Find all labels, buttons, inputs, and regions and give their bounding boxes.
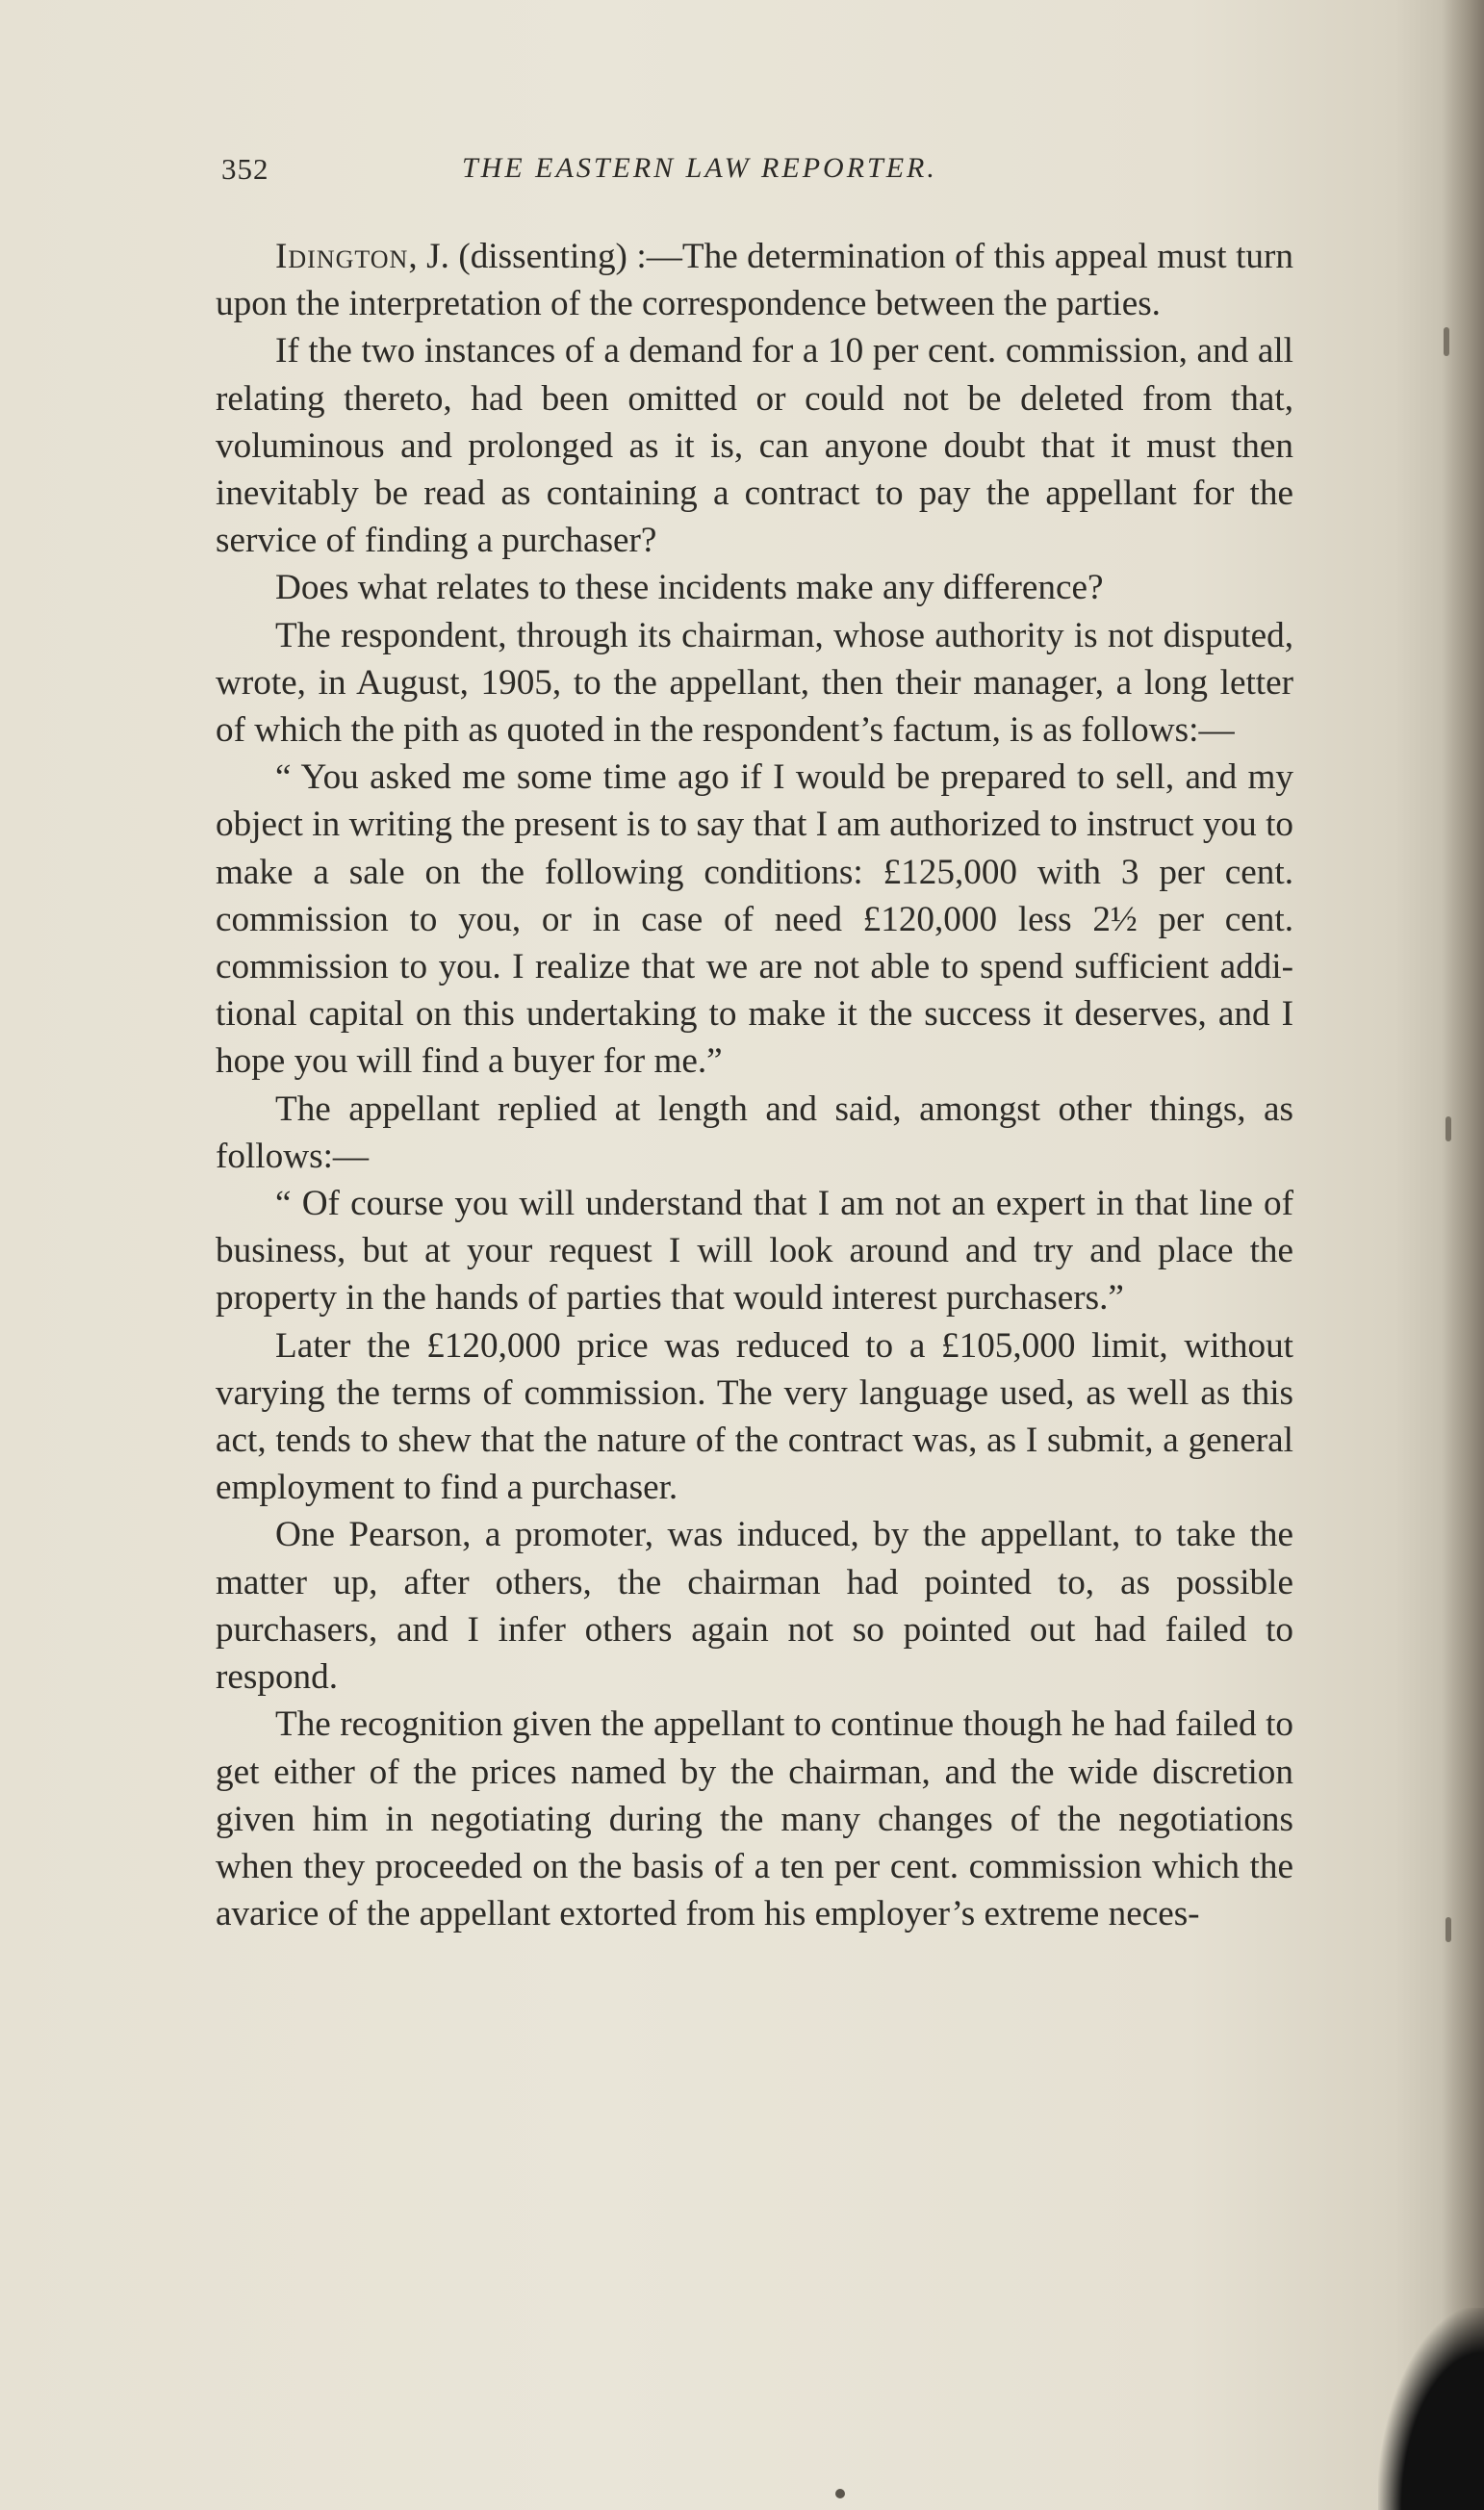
quoted-letter: “ You asked me some time ago if I would be prepared to sell, and my object in writing the present is to say that I am authorized to instruct you to make a sale on the following conditions: £125,000 with 3 per cent. commission to you, or in case of need £120,000 less 2½ per cent. commission to you. I realize that we are not able to spend sufficient additional capital on this undertaking to make it the success it deserves, and I hope you will find a buyer for me.”: [216, 757, 1293, 1082]
paragraph: Later the £120,000 price was reduced to a £105,000 limit, without varying the terms of commission. The very language used, as well as this act, tends to shew that the nature of the contract was, as I submit, a general employment to find a purchaser.: [216, 1325, 1293, 1508]
page-corner-shadow: [1378, 2308, 1484, 2510]
running-title: THE EASTERN LAW REPORTER.: [462, 152, 937, 184]
ink-speck: [835, 2489, 845, 2498]
paragraph: [216, 233, 1293, 327]
page-header: [221, 152, 1049, 200]
paragraph: If the two instances of a demand for a 10 per cent. commission, and all relating thereto, had been omitted or could not be deleted from that, voluminous and prolonged as it is, can anyone doubt that it must then inevitably be read as containing a contract to pay the appellant for the service of finding a purchaser?: [216, 331, 1293, 561]
paragraph: One Pearson, a promoter, was induced, by the appellant, to take the matter up, after others, the chairman had pointed to, as possible purchasers, and I infer others again not so pointed out had failed to respond.: [216, 1515, 1293, 1698]
book-spine-shadow: [1442, 0, 1484, 2510]
judge-name: Idington: [275, 237, 409, 276]
paragraph: Does what relates to these incidents make any difference?: [275, 568, 1104, 608]
paragraph: The respondent, through its chairman, whose authority is not disputed, wrote, in August, 1905, to the appellant, then their manager, a long letter of which the pith as quoted in the respondent’s factum, is as follows:—: [216, 615, 1293, 751]
paragraph: The recognition given the appellant to continue though he had failed to get either of the prices named by the chairman, and the wide discretion given him in negotiating during the many changes of the negotiations when they proceeded on the basis of a ten per cent. commission which the avarice of the appellant extorted from his employer’s extreme neces-: [216, 1704, 1293, 1934]
paragraph: The appellant replied at length and said, amongst other things, as follows:—: [216, 1089, 1293, 1176]
margin-mark: [1446, 1116, 1451, 1141]
margin-mark: [1446, 1917, 1451, 1942]
page-number: 352: [221, 152, 269, 186]
quoted-reply: “ Of course you will understand that I am not an expert in that line of business, but at your request I will look around and try and place the property in the hands of parties that would interest purchasers.”: [216, 1184, 1293, 1319]
margin-mark: [1444, 327, 1449, 356]
paragraph-text: , J. (dissenting) :—The determination of this appeal must turn upon the interpretation of the correspondence between the parties.: [216, 237, 1293, 324]
body-text: [216, 233, 1293, 1937]
